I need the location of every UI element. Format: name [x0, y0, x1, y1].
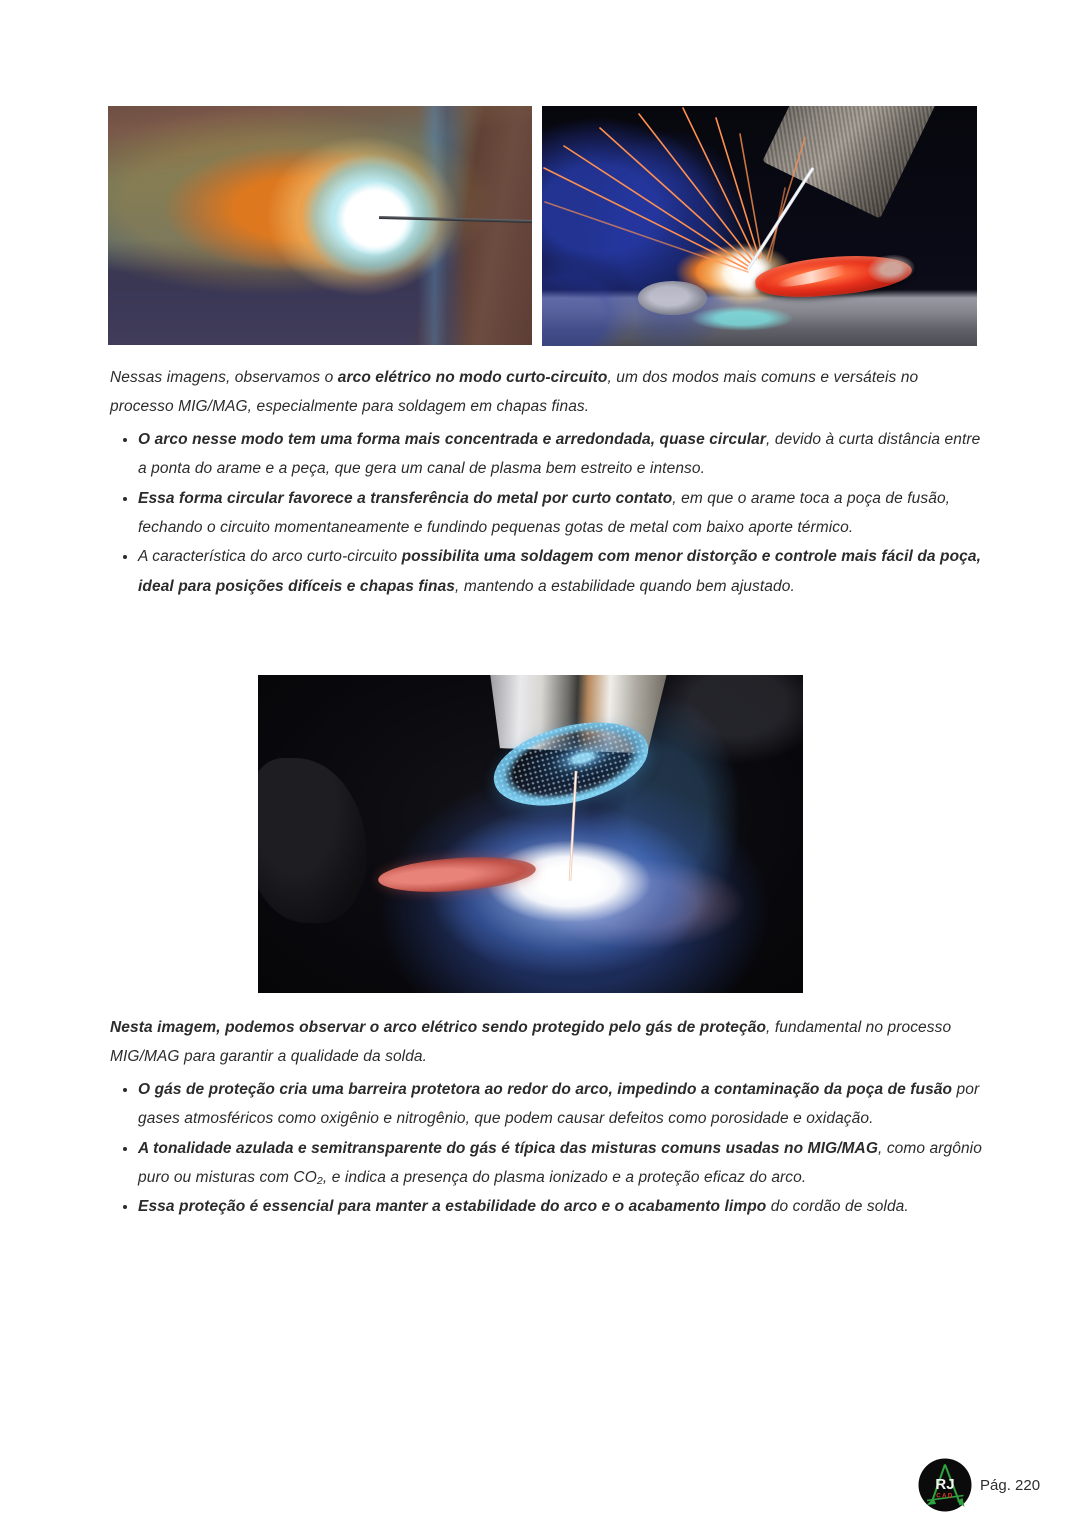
- photo-tocha-faiscas: [542, 106, 977, 346]
- intro-paragraph: Nesta imagem, podemos observar o arco elétrico sendo protegido pelo gás de proteção, fundamental no processo MIG/MAG para garantir a qualidade da solda.: [110, 1019, 952, 1066]
- list-item: O gás de proteção cria uma barreira protetora ao redor do arco, impedindo a contaminação da poça de fusão por gases atmosféricos como oxigênio e nitrogênio, que podem causar defeitos como porosidade e oxidação.: [110, 1075, 984, 1134]
- rj-cad-logo-icon: [918, 1458, 972, 1512]
- list-item: Essa forma circular favorece a transferência do metal por curto contato, em que o arame toca a poça de fusão, fechando o circuito momentaneamente e fundindo pequenas gotas de metal com baixo aporte térmico.: [110, 484, 984, 543]
- logo-text-rj: RJ: [935, 1476, 955, 1493]
- page-footer: [918, 1458, 1040, 1512]
- welding-wire: [379, 216, 532, 223]
- arc-wire: [258, 675, 803, 993]
- section-curto-circuito: [110, 363, 984, 601]
- logo-text-cad: CAD: [936, 1493, 954, 1500]
- list-item: O arco nesse modo tem uma forma mais concentrada e arredondada, quase circular, devido à curta distância entre a ponta do arame e a peça, que gera um canal de plasma bem estreito e intenso.: [110, 425, 984, 484]
- intro-paragraph: Nessas imagens, observamos o arco elétrico no modo curto-circuito, um dos modos mais comuns e versáteis no processo MIG/MAG, especialmente para soldagem em chapas finas.: [110, 369, 919, 416]
- list-item: A tonalidade azulada e semitransparente do gás é típica das misturas comuns usadas no MIG/MAG, como argônio puro ou misturas com CO₂, e indica a presença do plasma ionizado e a proteção eficaz do arco.: [110, 1134, 984, 1193]
- photo-arc-curto-circuito: [108, 106, 532, 345]
- photo-gas-protecao: [258, 675, 803, 993]
- list-item: A característica do arco curto-circuito possibilita uma soldagem com menor distorção e controle mais fácil da poça, ideal para posições difíceis e chapas finas, mantendo a estabilidade quando bem ajustado.: [110, 542, 984, 601]
- bullet-list: [110, 425, 984, 601]
- sparks-and-wire: [542, 106, 977, 346]
- section-gas-protecao: [110, 1013, 984, 1222]
- page-number: Pág. 220: [980, 1476, 1041, 1494]
- bullet-list: [110, 1075, 984, 1222]
- list-item: Essa proteção é essencial para manter a estabilidade do arco e o acabamento limpo do cordão de solda.: [110, 1192, 984, 1221]
